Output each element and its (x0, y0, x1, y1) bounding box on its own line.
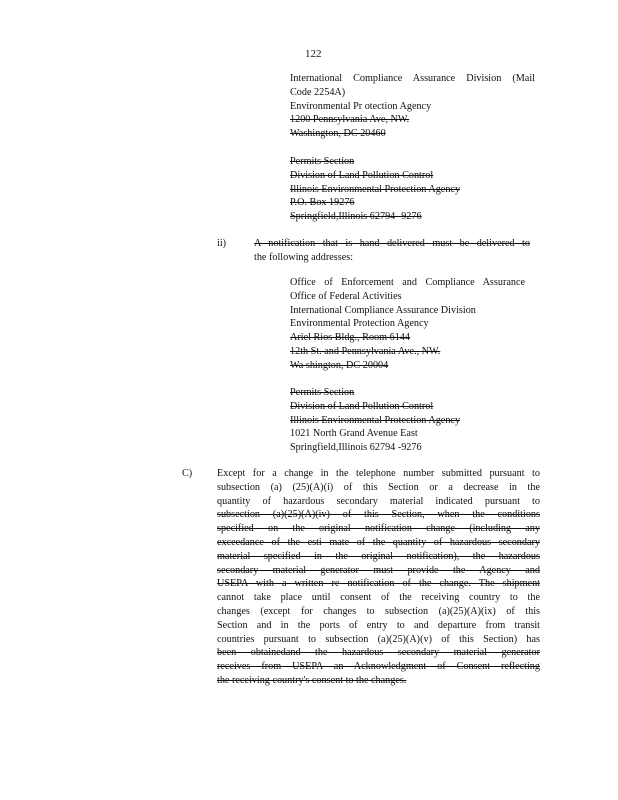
text-line: Environmental Protection Agency (290, 318, 429, 330)
text-line: quantity of hazardous secondary material indicated pursuant to (217, 495, 540, 507)
text-line: specified on the original notification change (including any (217, 523, 540, 535)
text-line: P.O. Box 19276 (290, 197, 355, 209)
text-line: Permits Section (290, 387, 355, 398)
text-line: Division of Land Pollution Control (290, 169, 434, 181)
text-line: Springfield,Illinois 62794 -9276 (290, 442, 422, 454)
text-line: the following addresses: (254, 251, 354, 263)
text-line: subsection (a)(25)(A)(iv) of this Section, when the conditions (217, 509, 540, 521)
text-line: 1200 Pennsylvania Ave, NW. (290, 114, 410, 126)
text-line: 1021 North Grand Avenue East (290, 428, 418, 440)
text-line: countries pursuant to subsection (a)(25)(A)(v) of this Section) has (217, 633, 540, 645)
text-line: cannot take place until consent of the receiving country to the (217, 592, 540, 604)
text-line: International Compliance Assurance Division (Mail (290, 73, 535, 84)
text-line: Environmental Pr otection Agency (290, 100, 432, 112)
page-number: 122 (305, 48, 322, 60)
text-line: the receiving country's consent to the changes. (217, 675, 407, 686)
text-line: Springfield,Illinois 62794 -9276 (290, 211, 422, 223)
text-line: material specified in the original notification), the hazardous (217, 550, 540, 562)
text-line: USEPA with a written re notification of the change. The shipment (217, 578, 540, 590)
text-line: Section and in the ports of entry to and departure from transit (217, 619, 540, 631)
text-line: exceedance of the esti mate of the quantity of hazardous secondary (217, 537, 540, 548)
text-line: Washington, DC 20460 (290, 128, 386, 140)
text-line: Ariel Rios Bldg., Room 6144 (290, 332, 410, 344)
text-line: International Compliance Assurance Division (290, 304, 476, 316)
text-line: Except for a change in the telephone number submitted pursuant to (217, 468, 540, 479)
item-c-marker: C) (182, 468, 193, 479)
text-line: been obtainedand the hazardous secondary material generator (217, 647, 540, 659)
text-line: Permits Section (290, 156, 355, 167)
text-line: changes (except for changes to subsection (a)(25)(A)(ix) of this (217, 606, 540, 617)
text-line: A notification that is hand delivered must be delivered to (254, 238, 530, 249)
text-line: subsection (a) (25)(A)(i) of this Section or a decrease in the (217, 481, 540, 493)
item-ii-marker: ii) (217, 238, 227, 249)
text-line: Code 2254A) (290, 86, 346, 98)
text-line: receives from USEPA an Acknowledgment of Consent reflecting (217, 661, 540, 673)
text-line: Office of Federal Activities (290, 290, 402, 302)
text-line: secondary material generator must provide the Agency and (217, 564, 540, 576)
text-line: Illinois Environmental Protection Agency (290, 183, 461, 195)
text-line: Wa shington, DC 20004 (290, 359, 389, 371)
text-line: Office of Enforcement and Compliance Assurance (290, 277, 525, 288)
text-line: 12th St. and Pennsylvania Ave., NW. (290, 346, 441, 357)
text-line: Division of Land Pollution Control (290, 400, 434, 412)
text-line: Illinois Environmental Protection Agency (290, 414, 461, 426)
